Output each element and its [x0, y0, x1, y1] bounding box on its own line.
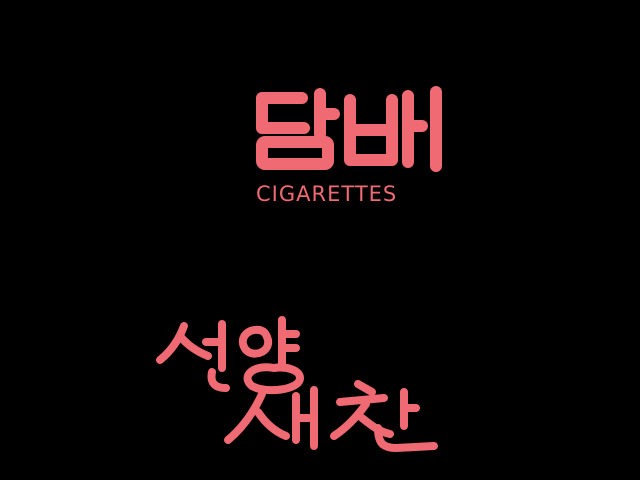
korean-line1-seoyang — [160, 320, 300, 390]
korean-line2-saechan — [228, 384, 434, 448]
english-subtitle-cigarettes: CIGARETTES — [256, 182, 398, 206]
korean-title-dambae — [262, 92, 436, 166]
